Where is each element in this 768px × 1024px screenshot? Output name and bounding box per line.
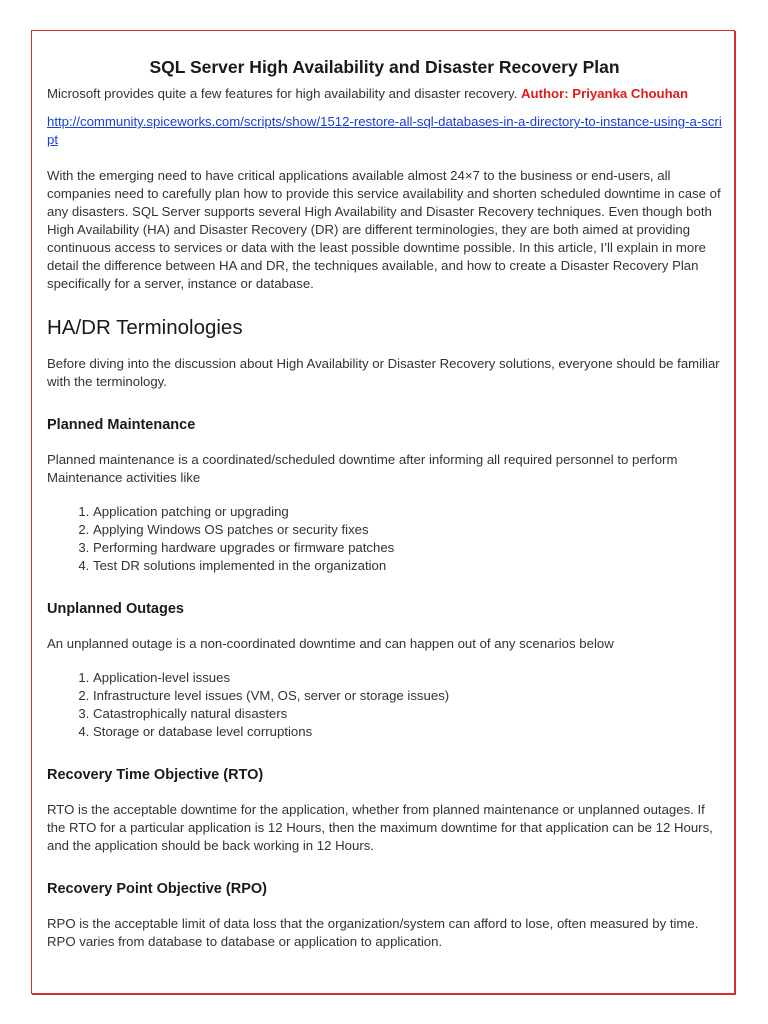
unplanned-outages-list: [47, 669, 722, 741]
subheading-rpo: Recovery Point Objective (RPO): [47, 881, 267, 897]
document-title: SQL Server High Availability and Disaster Recovery Plan: [149, 57, 620, 77]
list-item: 1. Application-level issues: [93, 669, 722, 687]
list-item: 3. Catastrophically natural disasters: [93, 705, 722, 723]
rto-text: RTO is the acceptable downtime for the application, whether from planned maintenance or unplanned outages. If the RTO for a particular application is 12 Hours, then the maximum downtime for that application can be 12 Hours, and the application should be back working in 12 Hours.: [47, 802, 713, 853]
section-heading-terminologies: HA/DR Terminologies: [47, 316, 243, 339]
list-item: 2. Infrastructure level issues (VM, OS, server or storage issues): [93, 687, 722, 705]
terminologies-intro: Before diving into the discussion about High Availability or Disaster Recovery solutions, everyone should be familiar with the terminology.: [47, 356, 720, 389]
document-body: [47, 56, 722, 951]
list-item: 4. Storage or database level corruptions: [93, 723, 722, 741]
intro-text: Microsoft provides quite a few features for high availability and disaster recovery.: [47, 86, 521, 101]
intro-paragraph: [47, 85, 722, 103]
list-item: 4. Test DR solutions implemented in the organization: [93, 557, 722, 575]
list-item: 3. Performing hardware upgrades or firmware patches: [93, 539, 722, 557]
unplanned-outages-text: An unplanned outage is a non-coordinated downtime and can happen out of any scenarios below: [47, 636, 614, 651]
subheading-unplanned-outages: Unplanned Outages: [47, 601, 184, 617]
list-item: 1. Application patching or upgrading: [93, 503, 722, 521]
list-item: 2. Applying Windows OS patches or security fixes: [93, 521, 722, 539]
rpo-text: RPO is the acceptable limit of data loss that the organization/system can afford to lose, often measured by time. RPO varies from database to database or application to application.: [47, 916, 699, 949]
source-link-paragraph: [47, 113, 722, 149]
subheading-rto: Recovery Time Objective (RTO): [47, 767, 264, 783]
overview-paragraph: With the emerging need to have critical applications available almost 24×7 to the business or end-users, all companies need to carefully plan how to provide this service availability and shorten scheduled downtime in case of any disasters. SQL Server supports several High Availability and Disaster Recovery techniques. Even though both High Availability (HA) and Disaster Recovery (DR) are different terminologies, they are both aimed at providing continuous access to services or data with the least possible downtime possible. In this article, I’ll explain in more detail the difference between HA and DR, the techniques available, and how to create a Disaster Recovery Plan specifically for a server, instance or database.: [47, 168, 721, 291]
author-credit: Author: Priyanka Chouhan: [521, 86, 689, 101]
source-link[interactable]: http://community.spiceworks.com/scripts/show/1512-restore-all-sql-databases-in-a-directory-to-instance-using-a-script: [47, 114, 722, 147]
planned-maintenance-list: [47, 503, 722, 575]
subheading-planned-maintenance: Planned Maintenance: [47, 417, 196, 433]
planned-maintenance-text: Planned maintenance is a coordinated/scheduled downtime after informing all required personnel to perform Maintenance activities like: [47, 452, 678, 485]
